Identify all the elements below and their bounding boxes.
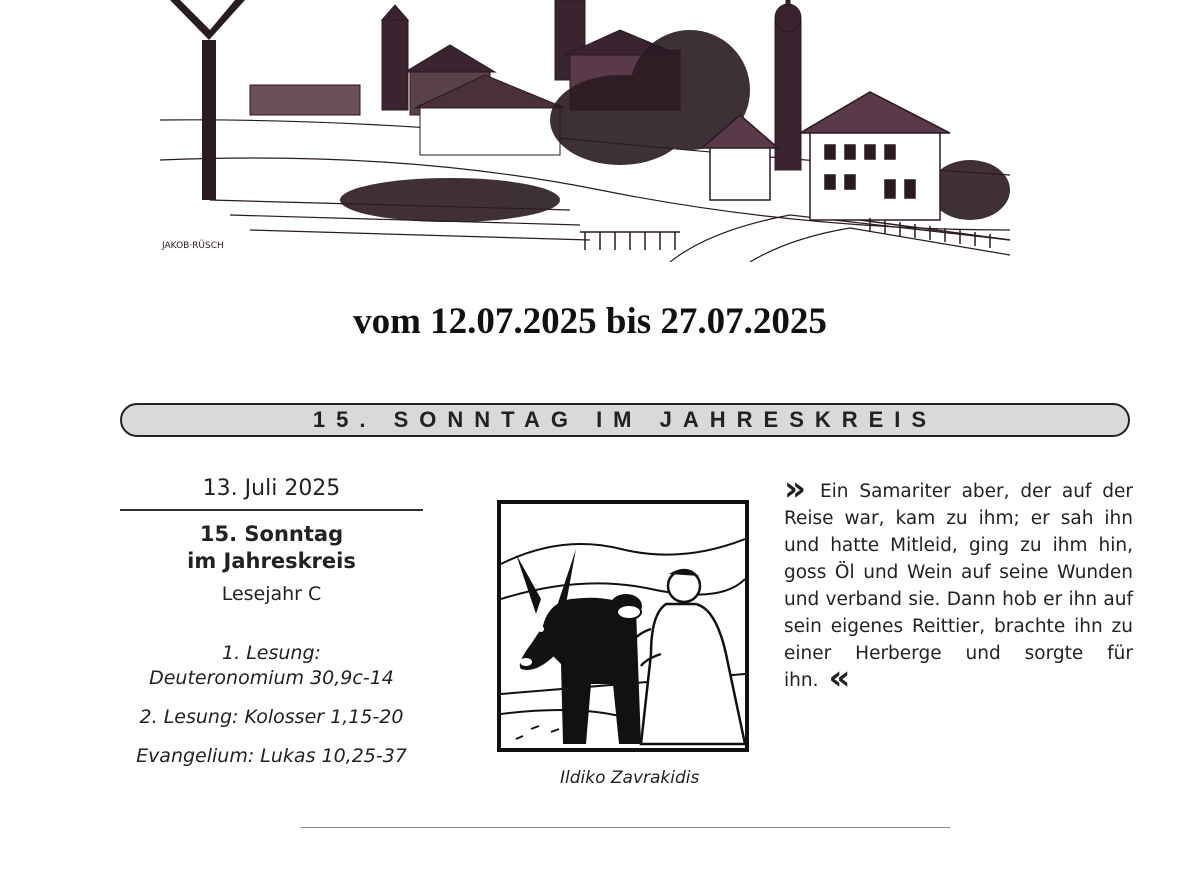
liturgy-info — [120, 476, 423, 769]
sunday-title-line1: 15. Sonntag — [199, 522, 344, 546]
artist-signature: JAKOB·RÜSCH — [162, 241, 224, 251]
reading1-label: 1. Lesung: — [222, 642, 321, 664]
sunday-title-line2: im Jahreskreis — [187, 549, 356, 573]
sunday-banner — [120, 403, 1130, 437]
donkey-samaritan-illustration — [497, 500, 749, 752]
quote-text: Ein Samariter aber, der auf der Reise war, kam zu ihm; er sah ihn und hatte Mitleid, ging zu ihm hin, goss Öl und Wein auf seine Wunden und verband sie. Dann hob er ihn auf sein eigenes Reittier, brachte ihn zu einer Herberge und sorgte für ihn. — [784, 481, 1133, 691]
section-divider — [301, 827, 950, 828]
quote-open-mark: » — [784, 469, 806, 509]
gospel-reading: Evangelium: Lukas 10,25-37 — [136, 745, 407, 767]
gospel-quote — [784, 469, 1133, 698]
reading1-reference: Deuteronomium 30,9c-14 — [149, 667, 394, 689]
village-illustration — [150, 0, 1020, 262]
sunday-title — [120, 521, 423, 575]
quote-close-mark: « — [828, 658, 851, 698]
sunday-banner-title: 15. SONNTAG IM JAHRESKREIS — [312, 407, 938, 432]
date-range-heading: vom 12.07.2025 bis 27.07.2025 — [353, 301, 827, 342]
readings-list — [120, 641, 423, 769]
liturgy-date: 13. Juli 2025 — [120, 476, 423, 511]
reading-year: Lesejahr C — [221, 583, 322, 605]
reading2: 2. Lesung: Kolosser 1,15-20 — [139, 706, 404, 728]
illustration-credit: Ildiko Zavrakidis — [560, 768, 700, 788]
